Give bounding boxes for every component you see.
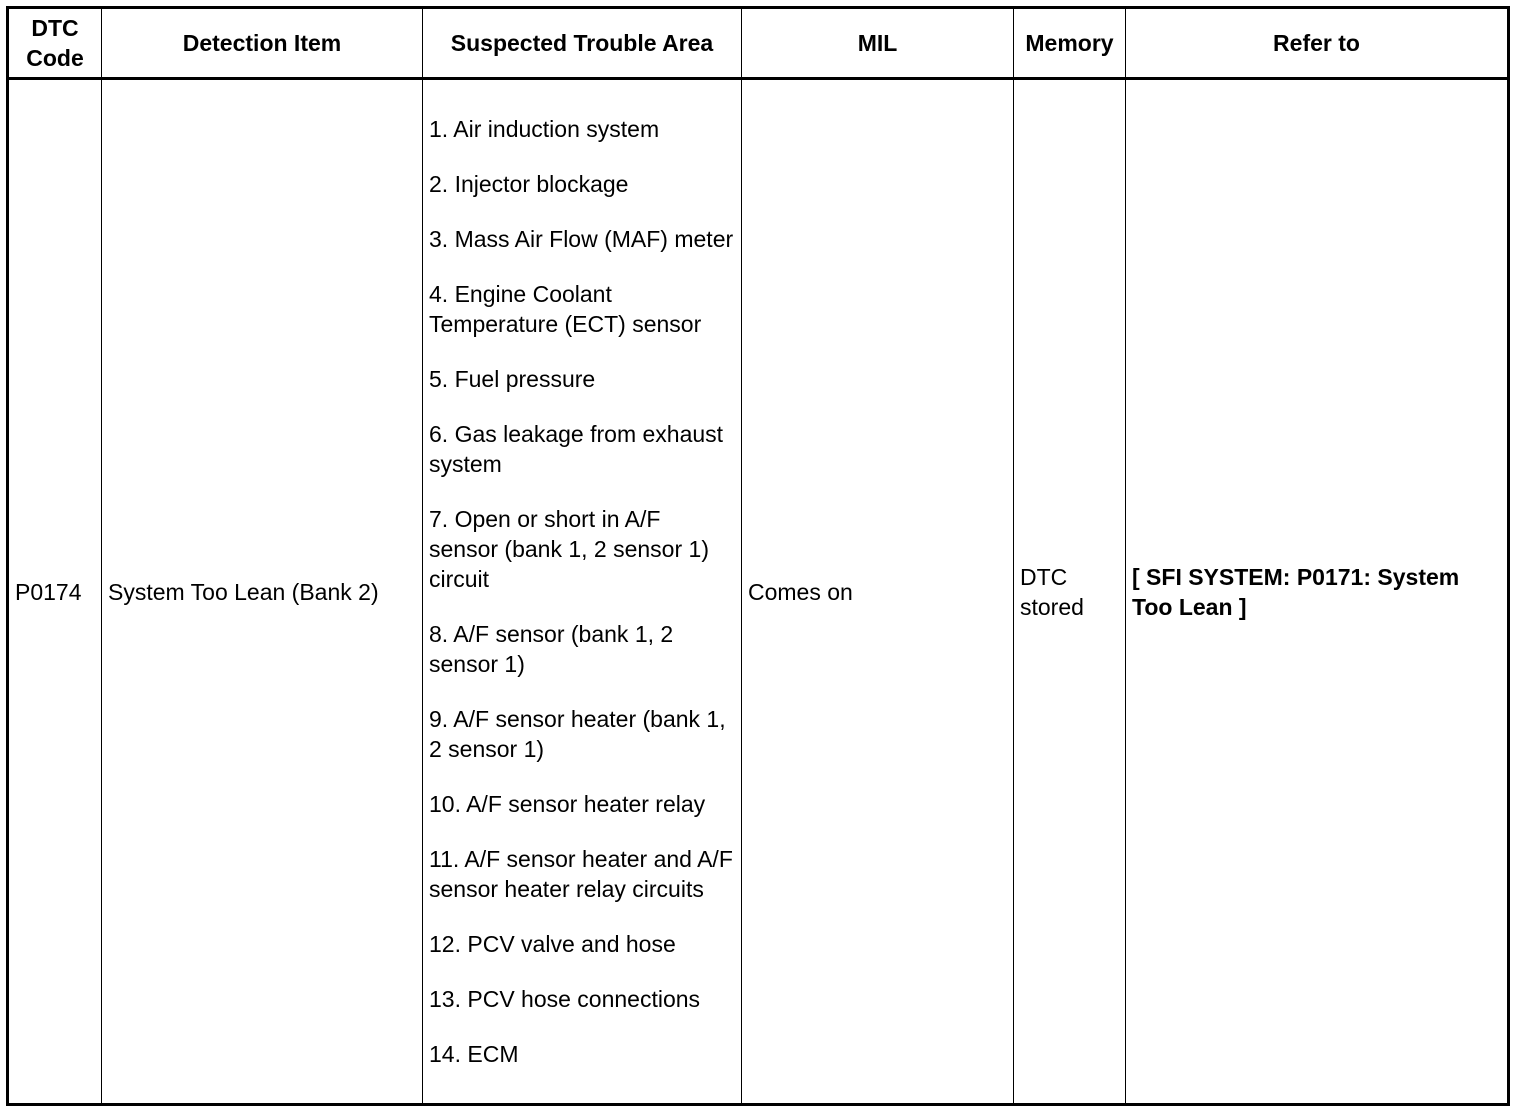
list-item: 1. Air induction system [429,116,660,142]
header-row [8,8,1509,79]
trouble-area-list [429,114,735,1069]
header-refer-to: Refer to [1126,8,1509,79]
dtc-table [6,6,1510,1106]
list-item: 10. A/F sensor heater relay [429,791,706,817]
header-detection-item: Detection Item [102,8,423,79]
detection-item-cell: System Too Lean (Bank 2) [102,79,423,1105]
list-item: 13. PCV hose connections [429,986,701,1012]
list-item: 8. A/F sensor (bank 1, 2 sensor 1) [429,621,674,677]
list-item: 9. A/F sensor heater (bank 1, 2 sensor 1) [429,706,726,762]
header-suspected-trouble-area: Suspected Trouble Area [423,8,742,79]
list-item: 11. A/F sensor heater and A/F sensor heater relay circuits [429,846,733,902]
list-item: 5. Fuel pressure [429,366,596,392]
suspected-trouble-area-cell [423,79,742,1105]
list-item: 2. Injector blockage [429,171,629,197]
list-item: 12. PCV valve and hose [429,931,676,957]
list-item: 7. Open or short in A/F sensor (bank 1, 2 sensor 1) circuit [429,506,709,592]
list-item: 6. Gas leakage from exhaust system [429,421,724,477]
table-row [8,79,1509,1105]
refer-to-cell: [ SFI SYSTEM: P0171: System Too Lean ] [1126,79,1509,1105]
table-header [8,8,1509,79]
list-item: 4. Engine Coolant Temperature (ECT) sensor [429,281,702,337]
list-item: 3. Mass Air Flow (MAF) meter [429,226,734,252]
header-memory: Memory [1014,8,1126,79]
memory-cell: DTC stored [1014,79,1126,1105]
header-mil: MIL [742,8,1014,79]
header-dtc-code: DTC Code [8,8,102,79]
list-item: 14. ECM [429,1041,519,1067]
dtc-code-cell: P0174 [8,79,102,1105]
mil-cell: Comes on [742,79,1014,1105]
